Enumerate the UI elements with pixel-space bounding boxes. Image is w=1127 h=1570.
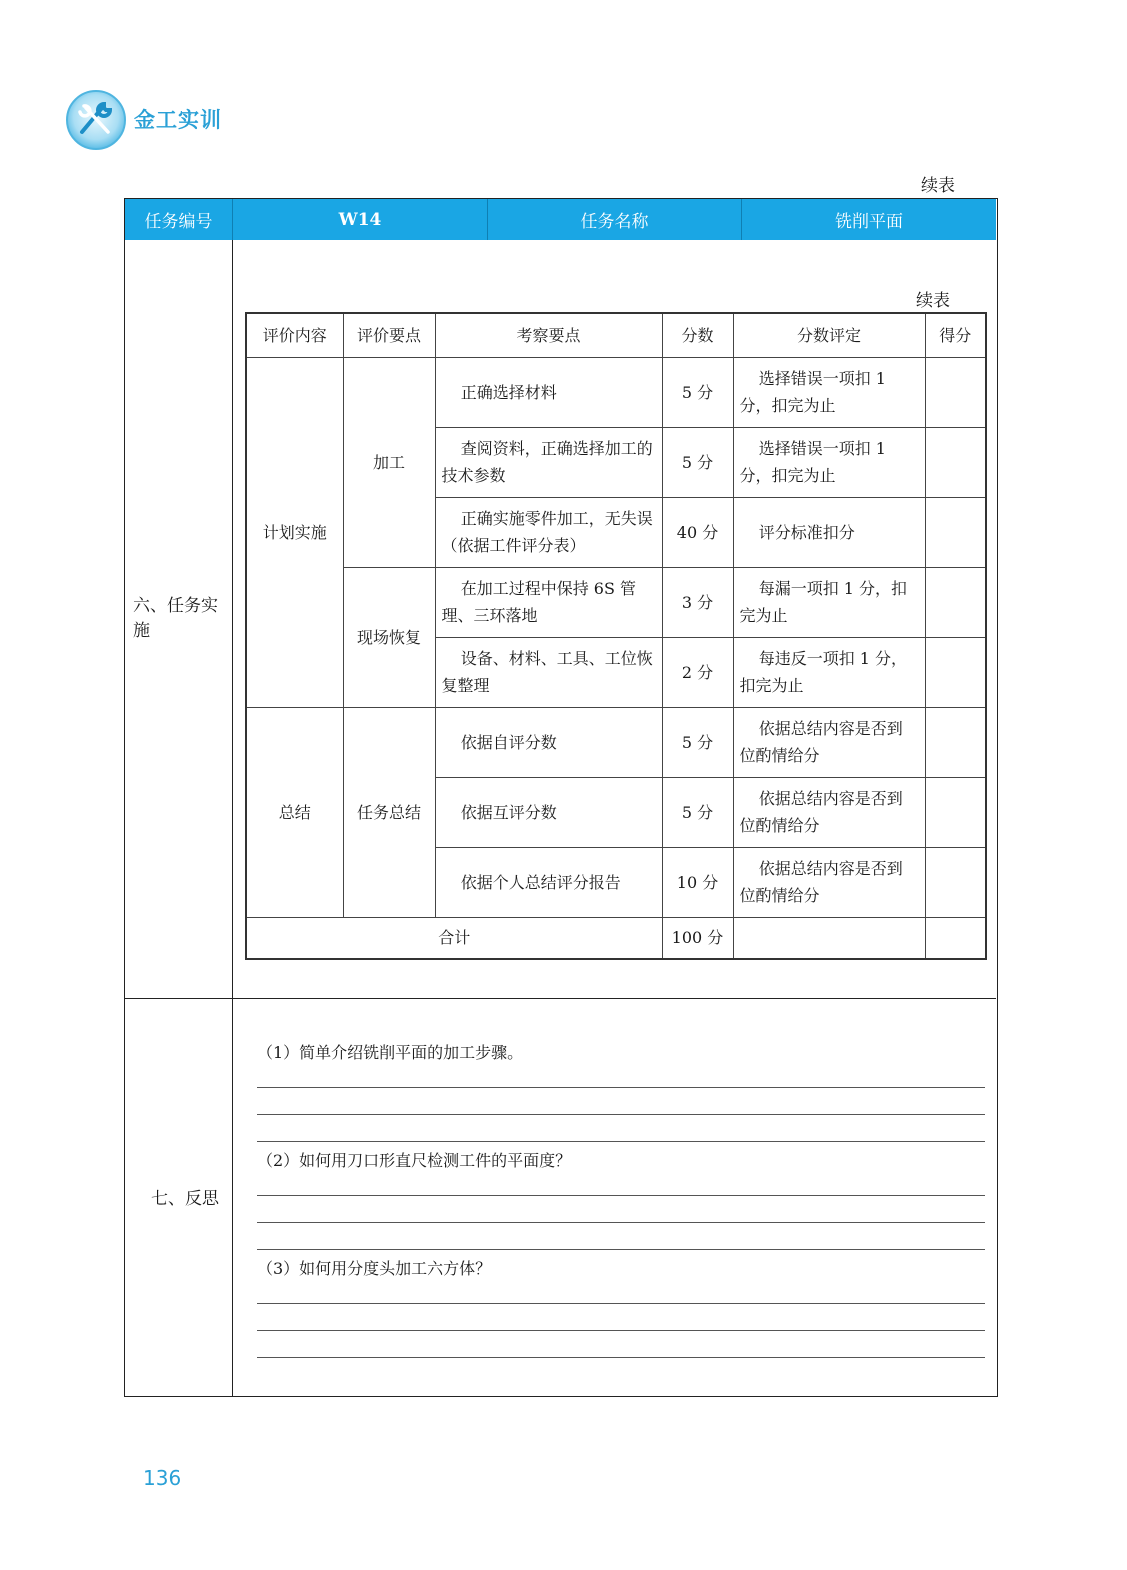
column-header: 考察要点 <box>435 313 662 357</box>
task-name-label: 任务名称 <box>488 199 742 240</box>
total-label-cell: 合计 <box>246 917 662 959</box>
task-name-value: 铣削平面 <box>742 199 996 240</box>
answer-line[interactable] <box>257 1222 985 1223</box>
earned-score-cell[interactable] <box>925 427 986 497</box>
sub-task-summary-cell: 任务总结 <box>343 707 435 917</box>
earned-score-cell[interactable] <box>925 497 986 567</box>
sub-process-cell: 加工 <box>343 357 435 567</box>
frame-divider-horizontal <box>125 998 996 999</box>
frame-divider-vertical <box>232 240 233 1396</box>
rule-cell: 选择错误一项扣 1 分，扣完为止 <box>733 357 925 427</box>
total-rule-cell <box>733 917 925 959</box>
reflection-question-3: （3）如何用分度头加工六方体？ <box>257 1259 492 1278</box>
score-table <box>245 312 987 960</box>
total-earned-cell[interactable] <box>925 917 986 959</box>
column-header: 得分 <box>925 313 986 357</box>
answer-line[interactable] <box>257 1330 985 1331</box>
item-cell: 依据互评分数 <box>435 777 662 847</box>
earned-score-cell[interactable] <box>925 567 986 637</box>
rule-cell: 评分标准扣分 <box>733 497 925 567</box>
total-score-cell: 100 分 <box>662 917 733 959</box>
rule-cell: 依据总结内容是否到位酌情给分 <box>733 847 925 917</box>
score-cell: 5 分 <box>662 427 733 497</box>
reflection-question-1: （1）简单介绍铣削平面的加工步骤。 <box>257 1043 524 1062</box>
book-title: 金工实训 <box>134 108 222 132</box>
rule-cell: 依据总结内容是否到位酌情给分 <box>733 777 925 847</box>
group-plan-cell: 计划实施 <box>246 357 343 707</box>
earned-score-cell[interactable] <box>925 637 986 707</box>
table-row <box>246 707 986 777</box>
task-id-label: 任务编号 <box>125 199 233 240</box>
answer-line[interactable] <box>257 1357 985 1358</box>
group-summary-cell: 总结 <box>246 707 343 917</box>
rule-cell: 每漏一项扣 1 分，扣完为止 <box>733 567 925 637</box>
total-row <box>246 917 986 959</box>
item-cell: 依据自评分数 <box>435 707 662 777</box>
item-cell: 依据个人总结评分报告 <box>435 847 662 917</box>
table-row <box>246 357 986 427</box>
section-reflection-label: 七、反思 <box>151 1189 219 1209</box>
column-header: 分数评定 <box>733 313 925 357</box>
page-number: 136 <box>143 1466 182 1490</box>
answer-line[interactable] <box>257 1195 985 1196</box>
item-cell: 正确选择材料 <box>435 357 662 427</box>
column-header: 评价内容 <box>246 313 343 357</box>
score-cell: 2 分 <box>662 637 733 707</box>
reflection-question-2: （2）如何用刀口形直尺检测工件的平面度？ <box>257 1151 572 1170</box>
score-cell: 5 分 <box>662 707 733 777</box>
section-implementation-label: 六、任务实施 <box>133 596 218 641</box>
earned-score-cell[interactable] <box>925 777 986 847</box>
score-cell: 5 分 <box>662 777 733 847</box>
rule-cell: 每违反一项扣 1 分，扣完为止 <box>733 637 925 707</box>
answer-line[interactable] <box>257 1114 985 1115</box>
sub-site-cell: 现场恢复 <box>343 567 435 707</box>
earned-score-cell[interactable] <box>925 847 986 917</box>
answer-line[interactable] <box>257 1303 985 1304</box>
score-cell: 5 分 <box>662 357 733 427</box>
answer-line[interactable] <box>257 1141 985 1142</box>
item-cell: 在加工过程中保持 6S 管理、三环落地 <box>435 567 662 637</box>
continued-label-outer: 续表 <box>921 176 955 196</box>
score-cell: 3 分 <box>662 567 733 637</box>
earned-score-cell[interactable] <box>925 707 986 777</box>
column-header: 分数 <box>662 313 733 357</box>
rule-cell: 依据总结内容是否到位酌情给分 <box>733 707 925 777</box>
task-id-value: W14 <box>233 199 488 240</box>
column-header: 评价要点 <box>343 313 435 357</box>
answer-line[interactable] <box>257 1087 985 1088</box>
rule-cell: 选择错误一项扣 1 分，扣完为止 <box>733 427 925 497</box>
continued-label-inner: 续表 <box>916 291 950 311</box>
earned-score-cell[interactable] <box>925 357 986 427</box>
table-row <box>246 567 986 637</box>
score-cell: 40 分 <box>662 497 733 567</box>
book-logo-icon <box>64 88 128 152</box>
answer-line[interactable] <box>257 1249 985 1250</box>
score-cell: 10 分 <box>662 847 733 917</box>
item-cell: 正确实施零件加工，无失误（依据工件评分表） <box>435 497 662 567</box>
item-cell: 查阅资料，正确选择加工的技术参数 <box>435 427 662 497</box>
item-cell: 设备、材料、工具、工位恢复整理 <box>435 637 662 707</box>
